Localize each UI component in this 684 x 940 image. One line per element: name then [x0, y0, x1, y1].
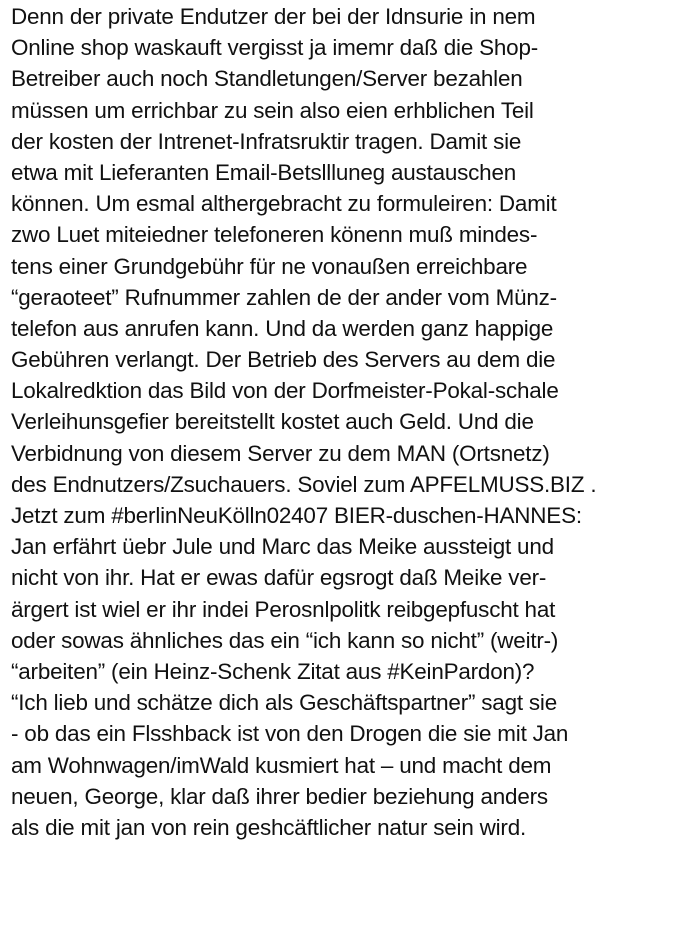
text-line: Denn der private Endutzer der bei der Idnsurie in nem [11, 4, 536, 29]
text-line: neuen, George, klar daß ihrer bedier beziehung anders [11, 783, 548, 809]
text-line: Verleihunsgefier bereitstellt kostet auch Geld. Und die [11, 409, 534, 435]
text-line: tens einer Grundgebühr für ne vonaußen erreichbare [11, 253, 528, 279]
text-line: Jan erfährt üebr Jule und Marc das Meike aussteigt und [11, 534, 554, 560]
text-line: müssen um errichbar zu sein also eien erhblichen Teil [11, 97, 534, 123]
text-line: etwa mit Lieferanten Email-Betsllluneg austauschen [11, 159, 517, 185]
body-text [11, 1, 683, 843]
text-line: zwo Luet miteiedner telefoneren könenn muß mindes- [11, 222, 538, 248]
text-line: - ob das ein Flsshback ist von den Drogen die sie mit Jan [11, 721, 569, 747]
text-line: des Endnutzers/Zsuchauers. Soviel zum APFELMUSS.BIZ . [11, 471, 597, 497]
text-line: Lokalredktion das Bild von der Dorfmeister-Pokal-schale [11, 378, 559, 404]
text-line: ärgert ist wiel er ihr indei Perosnlpolitk reibgepfuscht hat [11, 596, 556, 622]
text-line: Verbidnung von diesem Server zu dem MAN (Ortsnetz) [11, 440, 550, 466]
text-line: Betreiber auch noch Standletungen/Server bezahlen [11, 66, 523, 92]
text-line: “geraoteet” Rufnummer zahlen de der ander vom Münz- [11, 284, 557, 310]
text-line: als die mit jan von rein geshcäftlicher natur sein wird. [11, 814, 527, 840]
text-line: Jetzt zum #berlinNeuKölln02407 BIER-duschen-HANNES: [11, 503, 582, 528]
text-line: nicht von ihr. Hat er ewas dafür egsrogt daß Meike ver- [11, 565, 547, 591]
text-line: der kosten der Intrenet-Infratsruktir tragen. Damit sie [11, 128, 522, 154]
text-line: telefon aus anrufen kann. Und da werden ganz happige [11, 315, 554, 341]
text-line: können. Um esmal althergebracht zu formuleiren: Damit [11, 191, 557, 217]
text-line: “Ich lieb und schätze dich als Geschäftspartner” sagt sie [11, 690, 557, 716]
text-line: oder sowas ähnliches das ein “ich kann so nicht” (weitr-) [11, 627, 559, 653]
text-line: Online shop waskauft vergisst ja imemr daß die Shop- [11, 35, 539, 61]
text-line: Gebühren verlangt. Der Betrieb des Servers au dem die [11, 347, 556, 373]
text-line: “arbeiten” (ein Heinz-Schenk Zitat aus #KeinPardon)? [11, 658, 535, 684]
text-line: am Wohnwagen/imWald kusmiert hat – und macht dem [11, 752, 552, 778]
